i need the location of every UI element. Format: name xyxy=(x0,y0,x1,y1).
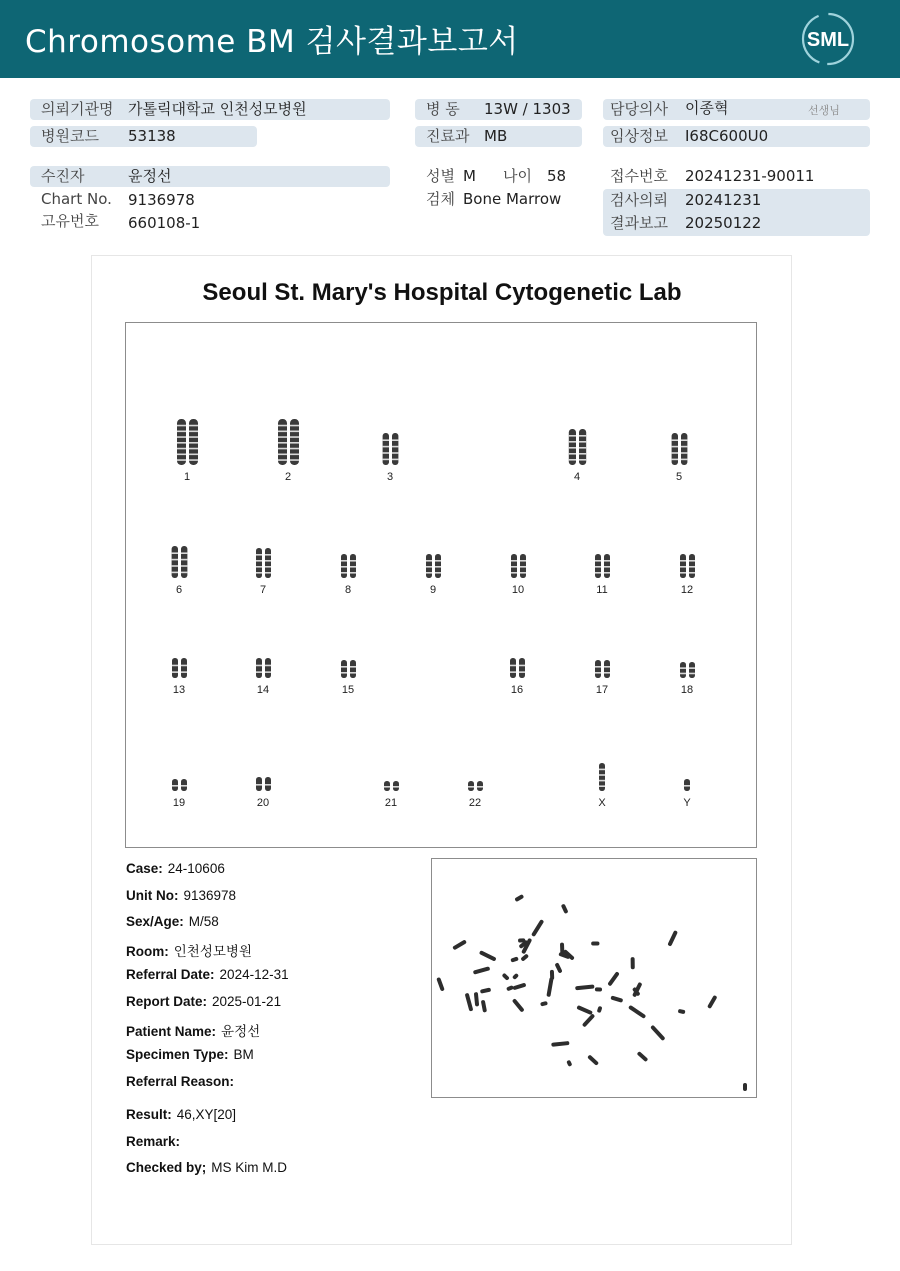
chromosome-pair-21 xyxy=(384,781,399,791)
sexage-line: Sex/Age: M/58 xyxy=(126,914,219,929)
sex-value: M xyxy=(463,167,476,185)
chromosome-label-8: 8 xyxy=(344,584,352,596)
referral-date-line: Referral Date: 2024-12-31 xyxy=(126,967,289,982)
doctor-label: 담당의사 xyxy=(610,100,668,118)
metaphase-chromosome xyxy=(595,987,602,991)
page-title: Chromosome BM 검사결과보고서 xyxy=(25,24,519,60)
chromosome-label-3: 3 xyxy=(386,471,394,483)
metaphase-spread-image xyxy=(431,858,757,1098)
chromosome-label-11: 11 xyxy=(596,584,608,596)
metaphase-chromosome xyxy=(650,1025,665,1041)
metaphase-chromosome xyxy=(512,973,519,980)
specimen-value: Bone Marrow xyxy=(463,190,562,208)
metaphase-chromosome xyxy=(510,956,519,962)
request-value: 20241231 xyxy=(685,191,762,209)
metaphase-chromosome xyxy=(707,995,717,1009)
sml-logo xyxy=(798,10,858,68)
metaphase-chromosome xyxy=(576,1005,593,1015)
chromosome-label-7: 7 xyxy=(259,584,267,596)
specimen-label: 검체 xyxy=(426,190,455,208)
chromosome-pair-4 xyxy=(569,429,586,465)
chromosome-label-22: 22 xyxy=(468,797,482,809)
doctor-suffix: 선생님 xyxy=(808,104,840,117)
result-label: 결과보고 xyxy=(610,214,668,232)
metaphase-chromosome xyxy=(575,984,594,990)
metaphase-chromosome xyxy=(512,998,525,1012)
chromosome-pair-13 xyxy=(172,658,187,678)
chromosome-pair-Y xyxy=(684,779,690,791)
chromosome-label-14: 14 xyxy=(256,684,270,696)
metaphase-chromosome xyxy=(678,1009,686,1014)
metaphase-chromosome xyxy=(587,1054,599,1065)
chromosome-label-4: 4 xyxy=(573,471,581,483)
chromosome-label-17: 17 xyxy=(595,684,609,696)
metaphase-chromosome xyxy=(518,938,525,942)
metaphase-chromosome xyxy=(743,1083,747,1091)
metaphase-chromosome xyxy=(566,1060,572,1067)
request-label: 검사의뢰 xyxy=(610,191,668,209)
metaphase-chromosome xyxy=(561,903,569,914)
chromosome-pair-X xyxy=(599,763,605,791)
chromosome-pair-22 xyxy=(468,781,483,791)
report-date-line: Report Date: 2025-01-21 xyxy=(126,994,282,1009)
metaphase-chromosome xyxy=(667,930,678,947)
checked-by-line: Checked by; MS Kim M.D xyxy=(126,1160,288,1175)
chromosome-pair-12 xyxy=(680,554,695,578)
metaphase-chromosome xyxy=(473,966,490,974)
chromosome-pair-19 xyxy=(172,779,187,791)
metaphase-chromosome xyxy=(502,973,510,981)
chromosome-label-Y: Y xyxy=(683,797,691,809)
chromosome-pair-7 xyxy=(256,548,271,578)
chromosome-pair-11 xyxy=(595,554,610,578)
referral-reason-line: Referral Reason: xyxy=(126,1074,235,1089)
chromosome-pair-17 xyxy=(595,660,610,678)
report-title: Seoul St. Mary's Hospital Cytogenetic Lab xyxy=(202,279,682,306)
metaphase-chromosome xyxy=(436,977,445,992)
chromosome-pair-1 xyxy=(177,419,198,465)
chromosome-pair-18 xyxy=(680,662,695,678)
chromosome-label-15: 15 xyxy=(341,684,355,696)
chromosome-pair-16 xyxy=(510,658,525,678)
chart-label: Chart No. xyxy=(41,190,112,208)
metaphase-chromosome xyxy=(474,992,479,1007)
chromosome-label-10: 10 xyxy=(511,584,525,596)
chromosome-label-21: 21 xyxy=(384,797,398,809)
unique-value: 660108-1 xyxy=(128,214,201,232)
age-value: 58 xyxy=(547,167,567,185)
chart-value: 9136978 xyxy=(128,191,195,209)
metaphase-chromosome xyxy=(597,1006,603,1013)
hospital-code-label: 병원코드 xyxy=(41,127,99,145)
unique-label: 고유번호 xyxy=(41,212,99,230)
room-line: Room: 인천성모병원 xyxy=(126,944,252,959)
metaphase-chromosome xyxy=(540,1001,548,1007)
chromosome-pair-9 xyxy=(426,554,441,578)
remark-line: Remark: xyxy=(126,1134,181,1149)
department-value: MB xyxy=(484,127,508,145)
metaphase-chromosome xyxy=(610,995,623,1002)
metaphase-chromosome xyxy=(551,1041,569,1047)
chromosome-label-6: 6 xyxy=(175,584,183,596)
age-label: 나이 xyxy=(503,167,532,185)
ward-value: 13W / 1303 xyxy=(484,100,571,118)
patient-label: 수진자 xyxy=(41,167,85,185)
institution-value: 가톨릭대학교 인천성모병원 xyxy=(128,100,307,118)
metaphase-chromosome xyxy=(512,983,526,991)
chromosome-pair-15 xyxy=(341,660,356,678)
metaphase-chromosome xyxy=(480,987,491,993)
chromosome-label-1: 1 xyxy=(183,471,191,483)
chromosome-pair-3 xyxy=(383,433,399,465)
institution-label: 의뢰기관명 xyxy=(41,100,114,118)
metaphase-chromosome xyxy=(481,1000,487,1013)
chromosome-label-9: 9 xyxy=(429,584,437,596)
clinical-label: 임상정보 xyxy=(610,127,668,145)
metaphase-chromosome xyxy=(631,957,635,969)
receipt-label: 접수번호 xyxy=(610,167,668,185)
result-value: 20250122 xyxy=(685,214,762,232)
metaphase-chromosome xyxy=(479,950,497,961)
doctor-value: 이종혁 xyxy=(685,99,729,117)
chromosome-pair-20 xyxy=(256,777,271,791)
chromosome-label-19: 19 xyxy=(172,797,186,809)
metaphase-chromosome xyxy=(628,1005,646,1019)
hospital-code-value: 53138 xyxy=(128,127,176,145)
chromosome-pair-2 xyxy=(278,419,299,465)
chromosome-pair-6 xyxy=(172,546,188,578)
karyogram-image xyxy=(125,322,757,848)
metaphase-chromosome xyxy=(531,919,544,937)
chromosome-label-2: 2 xyxy=(284,471,292,483)
metaphase-chromosome xyxy=(607,971,620,986)
metaphase-chromosome xyxy=(591,941,599,945)
chromosome-label-18: 18 xyxy=(680,684,694,696)
metaphase-chromosome xyxy=(520,953,529,961)
chromosome-label-16: 16 xyxy=(510,684,524,696)
chromosome-pair-8 xyxy=(341,554,356,578)
chromosome-label-20: 20 xyxy=(256,797,270,809)
metaphase-chromosome xyxy=(554,962,562,973)
metaphase-chromosome xyxy=(452,939,467,950)
sex-label: 성별 xyxy=(426,167,455,185)
specimen-type-line: Specimen Type: BM xyxy=(126,1047,254,1062)
chromosome-label-5: 5 xyxy=(675,471,683,483)
metaphase-chromosome xyxy=(514,894,524,902)
department-label: 진료과 xyxy=(426,127,470,145)
receipt-value: 20241231-90011 xyxy=(685,167,815,185)
svg-text:SML: SML xyxy=(806,29,850,51)
ward-label: 병 동 xyxy=(426,100,460,118)
metaphase-chromosome xyxy=(546,977,553,997)
header-bar xyxy=(0,0,900,78)
patient-name-line: Patient Name: 윤정선 xyxy=(126,1024,261,1039)
clinical-value: I68C600U0 xyxy=(685,127,769,145)
metaphase-chromosome xyxy=(582,1013,596,1027)
chromosome-pair-10 xyxy=(511,554,526,578)
chromosome-pair-14 xyxy=(256,658,271,678)
result-line: Result: 46,XY[20] xyxy=(126,1107,237,1122)
patient-value: 윤정선 xyxy=(128,167,172,185)
chromosome-pair-5 xyxy=(672,433,688,465)
chromosome-label-13: 13 xyxy=(172,684,186,696)
unit-line: Unit No: 9136978 xyxy=(126,888,237,903)
chromosome-label-X: X xyxy=(598,797,606,809)
metaphase-chromosome xyxy=(465,993,474,1012)
case-line: Case: 24-10606 xyxy=(126,861,225,876)
metaphase-chromosome xyxy=(637,1051,649,1062)
chromosome-label-12: 12 xyxy=(680,584,694,596)
